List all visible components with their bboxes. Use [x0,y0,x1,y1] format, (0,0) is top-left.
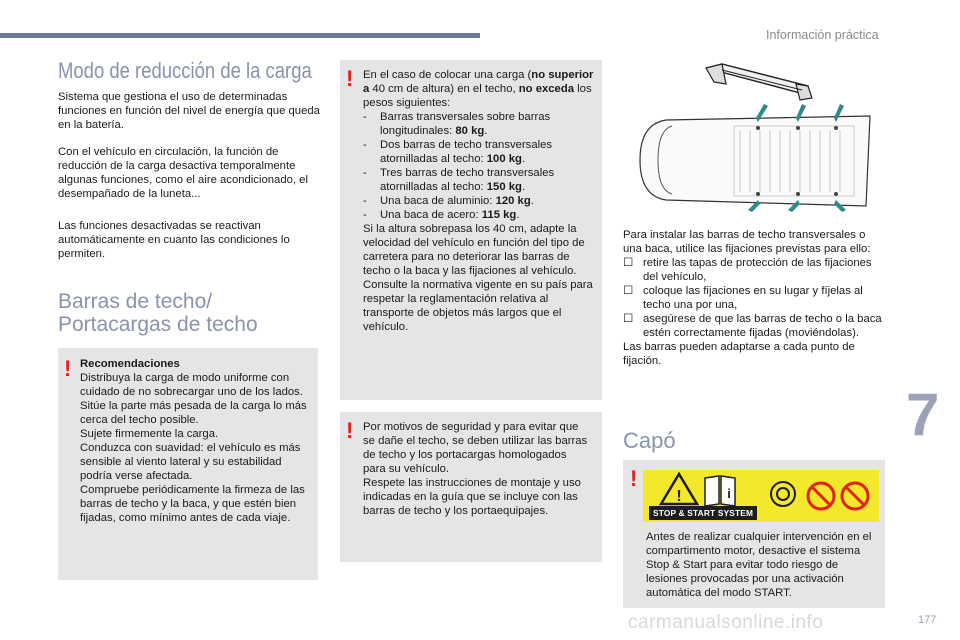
watermark: carmanualsonline.info [628,612,824,633]
roof-bars-diagram [636,60,876,216]
warning-icon: ! [630,466,638,491]
header-bar [0,33,480,38]
recommendations-text: Distribuya la carga de modo uniforme con cuidado de no sobrecargar uno de los lados. Sitúe la parte más pesada de la carga lo más cerca del techo posible. Sujete firmemente la carga. Conduzca con suavidad: el vehículo es más sensible al viento lateral y su estabilidad podría verse afectada. Compruebe periódicamente la firmeza de las barras de techo y la baca, y que estén bien fijadas, como mínimo antes de cada viaje. [80,372,307,524]
load-intro-e: los pesos siguientes: [363,83,592,109]
list-item: - Barras transversales sobre barras longitudinales: 80 kg. [363,111,551,137]
load-intro-b: no superior a [363,69,594,95]
list-item: ☐ asegúrese de que las barras de techo o la baca estén correctamente fijadas (moviéndolas). [623,313,882,339]
install-outro: Las barras pueden adaptarse a cada punto de fijación. [623,341,855,367]
section-title: Información práctica [766,28,879,42]
load-limits-list [363,110,595,222]
chapter-number: 7 [906,381,940,448]
svg-text:!: ! [676,488,682,505]
list-item: - Una baca de aluminio: 120 kg. [363,195,534,207]
hood-title: Capó [623,428,676,453]
roof-bars-title: Barras de techo/ Portacargas de techo [58,290,258,336]
install-instructions [623,228,885,368]
load-reduction-title: Modo de reducción de la carga [58,58,312,83]
safety-text: Por motivos de seguridad y para evitar que se dañe el techo, se deben utilizar las barras de techo y los portacargas homologados para su vehículo. Respete las instrucciones de montaje y uso indicadas en la guía que se incluye con las barras de techo y los portaequipajes. [363,421,588,517]
load-intro-d: no exceda [518,83,575,95]
list-item: - Dos barras de techo transversales atornilladas al techo: 100 kg. [363,139,553,165]
load-intro-c: 40 cm de altura) en el techo, [369,83,519,95]
page-number: 177 [918,614,937,626]
warning-icon: ! [346,66,354,91]
svg-text:i: i [727,486,731,501]
load-reduction-p1: Sistema que gestiona el uso de determinadas funciones en función del nivel de energía que queda en la batería. [58,91,320,131]
load-limits-text [363,68,595,334]
list-item: - Una baca de acero: 115 kg. [363,209,520,221]
recommendations-title: Recomendaciones [80,358,180,370]
install-steps [623,256,885,340]
roof-bar-illustration [706,64,812,100]
install-intro: Para instalar las barras de techo transversales o una baca, utilice las fijaciones previstas para ello: [623,229,871,255]
list-item: ☐ retire las tapas de protección de las fijaciones del vehículo, [623,257,872,283]
checkbox-icon: ☐ [623,257,634,269]
checkbox-icon: ☐ [623,313,634,325]
van-top-view [640,116,870,206]
warning-icon: ! [64,356,72,381]
load-reduction-p3: Las funciones desactivadas se reactivan automáticamente en cuanto las condiciones lo permiten. [58,220,290,260]
load-reduction-p2: Con el vehículo en circulación, la función de reducción de la carga desactiva temporalmente algunas funciones, como el aire acondicionado, el desempañado de la luneta... [58,146,308,200]
list-item: - Tres barras de techo transversales atornilladas al techo: 150 kg. [363,167,555,193]
checkbox-icon: ☐ [623,285,634,297]
hood-text: Antes de realizar cualquier intervención en el compartimento motor, desactive el sistema Stop & Start para evitar todo riesgo de lesiones provocadas por una activación automática del modo START. [646,531,872,599]
list-item: ☐ coloque las fijaciones en su lugar y fíjelas al techo una por una, [623,285,863,311]
warning-icon: ! [346,418,354,443]
load-limits-outro: Si la altura sobrepasa los 40 cm, adapte la velocidad del vehículo en función del tipo de carretera para no deteriorar las barras de techo o la baca y las fijaciones al vehículo. Consulte la normativa vigente en su país para respetar la reglamentación relativa al transporte de objetos más largos que el vehículo. [363,223,593,333]
stop-start-badge: STOP & START SYSTEM [649,506,757,520]
load-intro-a: En el caso de colocar una carga ( [363,69,532,81]
